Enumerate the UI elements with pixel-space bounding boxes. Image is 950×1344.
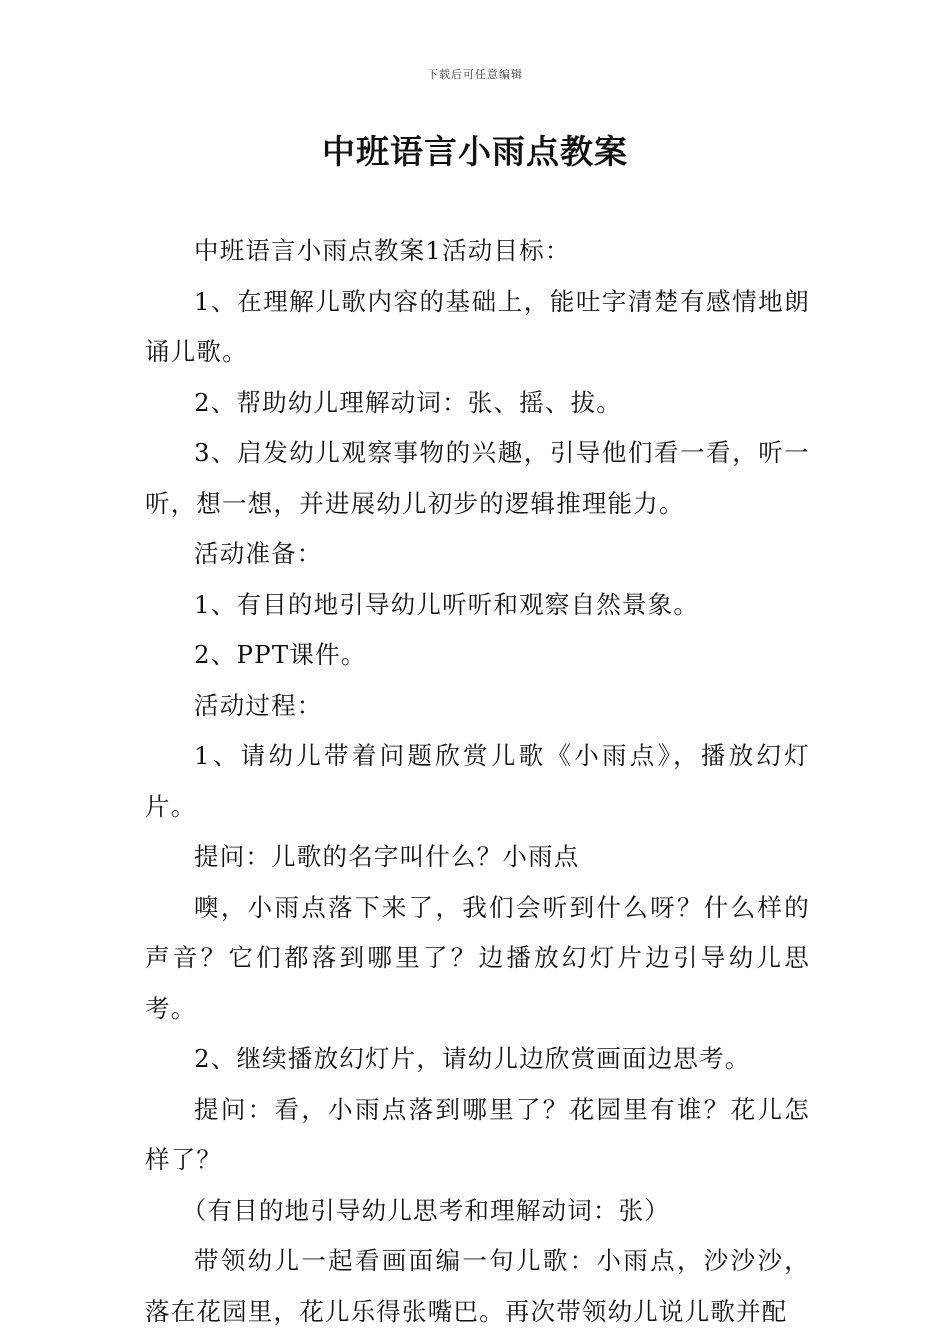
paragraph: （有目的地引导幼儿思考和理解动词：张） — [181, 1195, 671, 1225]
paragraph: 3、启发幼儿观察事物的兴趣，引导他们看一看，听一听，想一想，并进展幼儿初步的逻辑推理能力。 — [145, 438, 810, 518]
paragraph: 1、在理解儿歌内容的基础上，能吐字清楚有感情地朗诵儿歌。 — [145, 286, 810, 366]
paragraph: 1、有目的地引导幼儿听听和观察自然景象。 — [194, 589, 700, 619]
paragraph: 噢，小雨点落下来了，我们会听到什么呀？什么样的声音？它们都落到哪里了？边播放幻灯片边引导幼儿思考。 — [145, 892, 810, 1023]
paragraph: 2、PPT课件。 — [194, 640, 367, 669]
paragraph: 提问：儿歌的名字叫什么？小雨点 — [194, 842, 580, 871]
document-body — [145, 226, 810, 1337]
paragraph: 带领幼儿一起看画面编一句儿歌：小雨点，沙沙沙，落在花园里，花儿乐得张嘴巴。再次带领幼儿说儿歌并配 — [145, 1246, 810, 1326]
document-title: 中班语言小雨点教案 — [322, 132, 628, 171]
paragraph: 活动准备： — [194, 539, 323, 568]
paragraph: 提问：看，小雨点落到哪里了？花园里有谁？花儿怎样了？ — [145, 1094, 810, 1174]
paragraph: 活动过程： — [194, 690, 323, 720]
header-note: 下载后可任意编辑 — [427, 68, 523, 81]
paragraph: 2、继续播放幻灯片，请幼儿边欣赏画面边思考。 — [194, 1044, 751, 1073]
paragraph: 中班语言小雨点教案1活动目标： — [194, 236, 571, 265]
paragraph: 2、帮助幼儿理解动词：张、摇、拔。 — [194, 387, 622, 417]
paragraph: 1、请幼儿带着问题欣赏儿歌《小雨点》，播放幻灯片。 — [145, 741, 810, 821]
